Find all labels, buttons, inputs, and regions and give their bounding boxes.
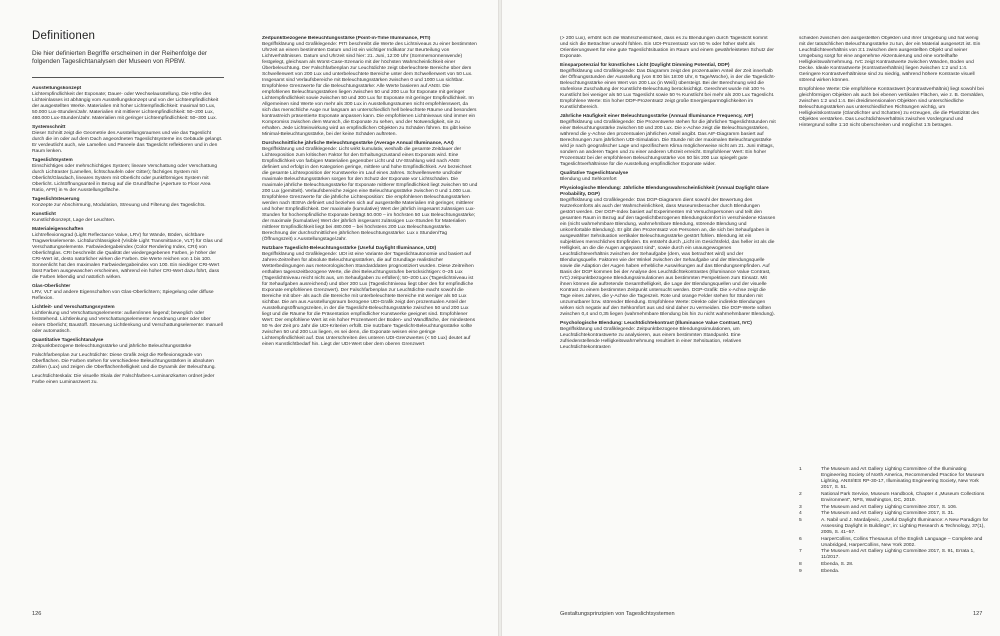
footnote-text: The Museum and Art Gallery Lighting Committee of the Illuminating Engineering Society of North America, Recommended Practice for Museum Lighting, ANSI/IES RP-30-17, Illuminating Engineering Society, New York 2017, S. 51. [821,467,985,491]
definition-entry [799,36,985,84]
definitions-column-2 [262,36,478,596]
footnote-text: HarperCollins, Collins Thesaurus of the English Language – Complete and Unabridged, HarperCollins, New York 2002. [821,536,983,548]
footnote [799,492,989,504]
definition-heading: Materialeigenschaften [32,227,84,232]
definition-text: Begriffsklärung und Grafiklegende: Zeitpunktbezogene Blendungssimulationen, um Leuchtdichtekontrastwerte zu analysieren, aus einem bestimmten Standpunkt. Eine zufriedenstellende Helligkeitswahrnehmung resultiert in einer Sehsituation, relativen Leuchtdichtekontrasten [560,327,742,350]
definition-text: (> 200 Lux), erhöht sich die Wahrscheinlichkeit, dass es zu Blendungen durch Tageslicht kommt und sich die Betrachter unwohl fühlen. Ein UDI-Prozentsatz von 50 % oder höher steht als Orientierungswert für eine gute Tageslichtsituation im Raum und einem gewährleisteten Schutz der Exponate. [560,36,774,59]
definition-entry [32,158,224,194]
definitions-column-4 [799,36,985,256]
definition-entry [262,246,478,348]
definition-heading: Qualitative Tageslichtanalyse [560,171,629,176]
footnote-number: 4 [799,511,802,517]
definition-heading: Durchschnittliche jährliche Beleuchtungsstärke (Average Annual Illuminance, AAI) [262,141,454,146]
footnote-number: 7 [799,549,802,555]
page-title: Definitionen [32,30,96,42]
definition-text: LRV, VLT und andere Eigenschaften von Glas-Oberlichtern; Spiegelung oder diffuse Reflexion. [32,290,214,301]
definition-heading: Physiologische Blendung: Jährliche Blendungswahrscheinlichkeit (Annual Daylight Glare Probability, DGP) [560,186,769,197]
definition-entry [560,36,776,60]
definition-heading: Kunstlicht [32,212,56,217]
definition-entry [560,186,776,318]
definition-text: Kunstlichtkonzept, Lage der Leuchten. [32,218,116,223]
definition-entry [32,86,224,122]
footnote-number: 2 [799,491,802,497]
definition-entry [262,36,478,138]
definition-text: Dieser Schnitt zeigt die Geometrie des Ausstellungsraumes und wie das Tageslicht durch die im oder auf dem Dach angeordneten Tageslichtsysteme ins Gebäude gelangt. Er verdeutlicht auch, wie Lamellen und Paneele das Tageslicht reflektieren und in den Raum lenken. [32,131,223,154]
page-number-right: 127 [973,611,983,617]
definition-entry [262,141,478,243]
footnote [799,511,989,517]
definition-heading: Jährliche Häufigkeit einer Beleuchtungsstärke (Annual Illuminance Frequency, AIF) [560,114,754,119]
definition-heading: Systemschnitt [32,125,66,130]
footnote [799,562,989,568]
footnote-number: 3 [799,504,802,510]
definition-entry [32,227,224,281]
divider [32,77,224,78]
definition-heading: Glas-Oberlichter [32,284,71,289]
right-page [502,0,1000,636]
footnote-number: 1 [799,467,802,472]
footnote-text: Ebenda, S. 28. [821,561,854,567]
definition-heading: Nutzbare Tageslicht-Beleuchtungsstärke (Useful Daylight Illuminance, UDI) [262,246,437,251]
definition-heading: Zeitpunktbezogene Beleuchtungsstärke (Point-in-Time Illuminance, PITI) [262,36,431,41]
definition-text: Zeitpunktbezogene Beleuchtungsstärke und jährliche Beleuchtungsstärke [32,344,192,349]
definition-text: Begriffsklärung und Grafiklegende: Licht wirkt kumulativ, weshalb die gesamte Zeitdauer der Lichtexposition zum kritischen Faktor für den Erhaltungszustand eines Exponats wird. Eine Empfindlichkeit von farbigen Materialien gegenüber Licht und UV-Strahlung wird nach ANSI definiert und erfolgt in den Kategorien geringe, mittlere und hohe Empfindlichkeit. AAI bezeichnet die gesamte Lichtexposition der Kunstwerke im Lauf eines Jahres. Schwellenwerte und/oder maximale Beleuchtungsstärken sorgen für den Schutz der Exponate vor Lichtschäden. Die maximale jährliche Beleuchtungsstärke für Exponate mittlerer Empfindlichkeit liegt zwischen 50 und 200 Lux (gemittelt). Verlaufsbereiche zeigen eine Beleuchtungsstärke zwischen 0 und 1.000 Lux. Empfohlene Grenzwerte für die jährliche Lichtexposition: Die empfohlenen Beleuchtungsstärken werden nach IESNA definiert und beziehen sich auf ausgestellte Materialien mit geringer, mittlerer und hoher Empfindlichkeit. Der maximale (kumulative) Wert der jährlich insgesamt zulässigen Lux-Stunden für hochempfindliche Exponate beträgt 50.000 – im höchsten 50 Lux Beleuchtungsstärke; der maximale (kumulative) Wert der jährlich insgesamt zulässigen Lux-Stunden für Materialien mittlerer Empfindlichkeit liegt bei 480.000 – bei höchstens 200 Lux Beleuchtungsstärke. Berechnung der durchschnittlichen jährlichen Beleuchtungsstärke: Lux x Stunden/Tag (Öffnungszeit) x Ausstellungstage/Jahr. [262,147,478,242]
definition-text: Blendung und Sehkomfort [560,177,617,182]
definition-text: Konzepte zur Abschirmung, Modulation, Streuung und Filterung des Tageslichts. [32,203,206,208]
definition-text: Einschichtiges oder mehrschichtiges System; lineare Verschattung oder Verschattung durch Lichtraster (Lamellen, lichtschaufeln oder Gitter); fächriges System mit Oberlicht/Glasdach, lineares System mit Oberlicht oder punktförmiges System mit Oberlicht. Lichtöffnungsanteil in Bezug auf die Grundfläche (Aperture to Floor Area Ratio, AFR) in % der Ausstellungsfläche. [32,164,218,193]
left-page [0,0,498,636]
definition-text: Begriffsklärung und Grafiklegende: UDI ist eine Variante der Tageslichtautonomie und basiert auf Jahres-Zeitreihen für absolute Beleuchtungsstärken, die auf Grundlage realistischer Wetterbedingungen aus meteorologischen Standarddaten prognostiziert wurden. Diese Zeitreihen enthalten tagesszeitbezogene Werte, die drei Beleuchtungsstufen berücksichtigen: 0–25 Lux (Tageslichtniveau reicht nicht aus, um Sehaufgaben zu erfüllen); 50–200 Lux (Tageslichtniveau ist für Sehaufgaben ausreichend) und über 200 Lux (Tageslichtniveau liegt über den für empfindliche Exponate empfohlenen Grenzwert). Der Falschfarbenplan zur Leuchtdichte macht sowohl die Bereiche mit über- als auch die Bereiche mit unterbeleuchtete Bereiche mit weniger als 50 Lux sichtbar. Die am aus Ausstellungsraum bezogene UDI-Grafik zeigt den prozentualen Anteil der Ausstellungsöffnungszeiten, in der die Tageslicht-Beleuchtungsstärke zwischen 50 und 200 Lux liegt und die Räume für die Präsentation empfindlicher Kunstwerke geeignet sind. Empfohlener Wert: Der empfohlene Wert ist ein hoher Prozentwert der Boden- und Wandfläche, der mindestens 50 % der Zeit pro Jahr die UDI-Kriterien erfüllt. Die nutzbare Tageslicht-Beleuchtungsstärke sollte zwischen 50 und 200 Lux liegen, es sei denn, die Exponate weisen eine geringe Lichtempfindlichkeit auf. Das Unterschreiten des unteren UDI-Grenzwertes (< 50 Lux) deutet auf einen Kunstlichtbedarf hin. Liegt der UDI-Wert über dem oberen Grenzwert [262,252,476,347]
footnote [799,549,989,561]
definition-entry [560,114,776,168]
definition-entry [799,87,985,129]
definition-heading: Einsparpotenzial für künstliches Licht (Daylight Dimming Potential, DDP) [560,63,730,68]
definition-heading: Tageslichtsystem [32,158,73,163]
definition-heading: Quantitative Tageslichtanalyse [32,338,104,343]
footnote [799,467,989,491]
definition-text: Lichtreflexionsgrad (Light Reflectance Value, LRV) für Wände, Böden, sichtbare Tragwerkselemente. Lichtdurchlässigkeit (Visible Light Transmittance, VLT) für Glas und Verschattungselemente. Farbwiedergabeindex (Color Rendering Index, CRI) von Oberlichtglas. CRI beschreibt die Qualität der wiedergegebenen Farben, je höher der CRI-Wert ist, desto natürlicher wirken die Farben. Die Werte reichen von 1 bis 100. Sonnenlicht hat den maximalen Farbwiedergabeindex von 100. Ein niedriger CRI-Wert lässt Farben ausgewaschen erscheinen, während ein hoher CRI-Wert dazu führt, dass die Farben lebendig und natürlich wirken. [32,233,223,280]
definition-entry [32,374,224,386]
footnote-text: The Museum and Art Gallery Lighting Committee 2017, S. 106. [821,504,958,510]
definitions-column-3 [560,36,776,596]
definition-entry [32,284,224,302]
definition-text: Begriffsklärung und Grafiklegende: Das DGP-Diagramm dient sowohl der Bewertung des Nutzerkomforts als auch der Wahrscheinlichkeit, dass Museumsbesucher durch Blendungen gestört werden. Der DGP-Index basiert auf Experimenten mit Versuchspersonen und teilt den gesamten Raum in Bezug auf den tageslichtbezogenen Blendungskomfort in verschiedene Klassen ein (nicht wahrnehmbare Blendung, wahrnehmbare Blendung, störende Blendung und unkomfortable Blendung). Er gibt den Prozentsatz von Personen an, die sich bei Sehaufgaben in ausgewählter Sehsituation vertikaler Beleuchtungsstärke gestört fühlen. Blendung ist ein subjektives menschliches Empfinden. Es entsteht durch „Licht im Gesichtsfeld, das heller ist als die Helligkeit, an die die Augen angepasst sind“, sowie durch ein unausgewogenes Leuchtdichteverhältnis zwischen der Sehaufgabe (dem, was betrachtet wird) und der Blendungsquelle. Faktoren wie der Winkel zwischen der Sehaufgabe und der Blendungsquelle sowie die Adaption der Augen haben erhebliche Auswirkungen auf das Blendungsempfinden. Auf Basis der DGP kommen bei der Analyse des Leuchtdichtekontrastes (Illuminance Value Contrast, IVC) zeitpunktbezogene Blendungssimulationen aus bestimmten Perspektiven zum Einsatz. Mit ihnen können die auftretende Gesamthelligkeit, die Lage der Blendungsquellen und der visuelle Kontrast zu einem bestimmten Zeitpunkt untersucht werden. DGP-Grafik: Die x-Achse zeigt die Tage eines Jahres, die y-Achse die Tageszeit. Rote und orange Felder stehen für Stunden mit unzumutbarer bzw. störender Blendung. Empfohlene Werte: Direkte oder indirekte Blendungen wirken sich negativ auf den Sehkomfort aus und sind daher zu vermeiden. Die DGP-Werte sollten zwischen 0,4 und 0,35 liegen (wahrnehmbare Blendung bis hin zu nicht wahrnehmbarer Blendung). [560,198,776,317]
definition-text: Begriffsklärung und Grafiklegende: Das Diagramm zeigt den prozentualen Anteil der Zeit innerhalb der Öffnungsstunden der Ausstellung (von 8:00 bis 18:00 Uhr, 6 Tage/Woche), in der die Tageslicht-Beleuchtungsstärke einen Wert von 200 Lux (in Weiß) übersteigt. Bei der Berechnung wird die stufenlose Zuschaltung der Kunstlicht-Beleuchtung berücksichtigt. Gerechnet wurde mit 100 % Kunstlicht bei weniger als 50 Lux Tageslicht sowie 50 % Kunstlicht bei mehr als 200 Lux Tageslicht. Empfohlene Werte: Ein hoher DDP-Prozentsatz zeigt große Energiesparmöglichkeiten im Kunstlichtbereich. [560,69,776,110]
definition-heading: Lichtleit- und Verschattungssystem [32,305,115,310]
footnotes [799,467,989,575]
definition-entry [560,171,776,183]
definition-entry [32,305,224,335]
definition-heading: Psychologische Blendung: Leuchtdichtekontrast (Illuminance Value Contrast, IVC) [560,321,752,326]
footnote [799,505,989,511]
definition-heading: Ausstellungskonzept [32,86,82,91]
definition-entry [560,321,776,351]
footnote-number: 8 [799,561,802,567]
definition-entry [32,212,224,224]
footnote [799,569,989,575]
footnote [799,537,989,549]
definition-text: Empfohlene Werte: Die empfohlene Kontrastwert (Kontrastverhältnis) liegt sowohl bei gleichförmigen Objekten als auch bei ebenen vertikalen Flächen, wie z. B. Gemälden, zwischen 1:2 und 1:4. Bei dreidimensionalen Objekten sind unterschiedliche Beleuchtungsstärken aus unterschiedlichen Richtungen wichtig, um Helligkeitskontraste (Glanzlichter und Schatten) zu erzeugen, die die Plastizität des Objektes verstärken. Das Leuchtdichteverhältnis zwischen Vordergrund und Hintergrund sollte 1:10 nicht überschreiten und möglichst 1:5 betragen. [799,87,985,128]
footnote-number: 9 [799,568,802,574]
footnote-number: 6 [799,536,802,542]
definition-entry [560,63,776,111]
definition-text: Begriffsklärung und Grafiklegende: PITI beschreibt die Werte des Lichtniveaus zu einer bestimmten Uhrzeit an einem bestimmten Datum und ist ein wichtiger Indikator zur Beurteilung von Lichtverhältnissen. Datum und Uhrzeit sind hier: 21. Juni, 12:00 Uhr (Sommersonnenwende) festgelegt, gleichsam als Worst-Case-Szenario mit der höchsten Wahrscheinlichkeit einer Überbeleuchtung. Der Falschfarbenplan zur Leuchtdichte zeigt überleuchtete Bereiche über dem Schwellenwert von 200 Lux und unterbeleuchtete Bereiche unter dem Schwellenwert von 50 Lux. Insgesamt sind Verlaufsbereiche mit Beleuchtungsstärken zwischen 0 und 1000 Lux sichtbar. Empfohlene Grenzwerte für die Beleuchtungsstärke: Alle Werte basieren auf ANSI. Die empfohlenen Beleuchtungsstärken liegen zwischen 50 und 200 Lux für Exponate mit geringer Lichtempfindlichkeit sowie zwischen 50 und 300 Lux für Exponate mit geringer Empfindlichkeit. Im Allgemeinen sind Werte von mehr als 300 Lux in Ausstellungsräumen nicht empfehlenswert, da sich das menschliche Auge nur langsam an unterschiedlich hell beleuchtete Räume und besonders kontrastreich präsentierte Exponate anpassen kann. Die empfohlenen Lichtniveaus sind immer ein Kompromiss zwischen dem Wunsch, die Exponate zu sehen, und der Notwendigkeit, sie zu erhalten. Jede Lichteinwirkung wird an empfindlichen Objekten zu Schäden führen. Es gibt keine Minimal-Beleuchtungsstärke, bei der keine Schäden auftreten. [262,42,477,137]
definition-entry [32,353,224,371]
footnote [799,518,989,536]
footnote-text: The Museum and Art Gallery Lighting Committee 2017, S. 91, Errata 1, 11/2017. [821,549,975,561]
intro-text: Die hier definierten Begriffe erscheinen in der Reihenfolge der folgenden Tageslichtanalysen der Museen von RPBW. [32,50,208,66]
definition-entry [32,197,224,209]
footnote-text: A. Nabil und J. Mardaljevic, „Useful Daylight Illuminance: A New Paradigm for Assessing Daylight in Buildings“, in: Lighting Research & Technology, 37(1), 2005, S. 41–57. [821,517,989,535]
definitions-column-1 [32,86,224,586]
running-head: Gestaltungsprinzipien von Tageslichtsystemen [560,611,675,617]
definition-text: Begriffsklärung und Grafiklegende: Die Prozentwerte stehen für die jährlichen Tageslichtstunden mit einer Beleuchtungsstärke zwischen 50 und 200 Lux. Die x-Achse zeigt die Beleuchtungsstärken, während die y-Achse den prozentualen jährlichen Anteil angibt. Das AIF-Diagramm basiert auf Berechnungen zum jährlichen UDI-Simulation. Die Stunde mit der maximalen Beleuchtungsstärke wird je nach geografischer Lage und spezifischem Klima möglicherweise nicht am 21. Juni mittags, sondern an anderen Tagen und zu einer anderen Uhrzeit erreicht. Empfohlener Wert: Ein hoher Prozentsatz bei der empfohlenen Beleuchtungsstärke von 50 bis 200 Lux spiegelt gute Tageslichtverhältnisse für die Ausstellung empfindlicher Exponate wider. [560,120,776,167]
definition-heading: Tageslichtsteuerung [32,197,80,202]
definition-text: Leuchtdichteskala: Die visuelle Skala der Falschfarben-Luminanzkarten ordnet jeder Farbe einen Luminanzwert zu. [32,374,215,385]
footnote-text: The Museum and Art Gallery Lighting Committee 2017, S. 31. [821,511,955,517]
definition-text: Lichtlenkung und Verschattungselemente: außen/innen liegend; beweglich oder feststehend. Lichtlenkung und Verschattungselemente: Anordnung unter oder über einem Oberlicht; Baustoff. Steuerung Lichtlenkung und Verschattungselemente: manuell oder automatisch. [32,311,223,334]
definition-text: schieden zwischen den ausgestellten Objekten und ihrer Umgebung und hat wenig mit der tatsächlichen Beleuchtungsstärke zu tun, der ein Material ausgesetzt ist. Ein Leuchtdichteverhältnis von 3:1 zwischen dem ausgestellten Objekt und seiner Umgebung sorgt für eine angenehme Akzentuierung und eine vorteilhafte Helligkeitswahrnehmung. IVC zeigt Kontrastwerte zwischen Wänden, Boden und Decke. Ideale Kontrastwerte (Kontrastverhältnis) liegen zwischen 1:2 und 1:4. Geringere Kontrastverhältnisse sind zu niedrig, während höhere Kontraste visuell störend wirken können. [799,36,981,83]
definition-entry [32,338,224,350]
footnote-text: Ebenda. [821,568,840,574]
definition-text: Falschfarbenplan zur Leuchtdichte: Diese Grafik zeigt die Reflexionsgrade von Oberflächen. Die Farben stehen für verschiedene Beleuchtungsstärken in absoluten Zahlen (Lux) und zeigen die Oberflächenhelligkeit und die Dynamik der Beleuchtung. [32,353,216,370]
definition-entry [32,125,224,155]
definition-text: Lichtempfindlichkeit der Exponate; Dauer- oder Wechselausstellung. Die Höhe des Lichteinlasses ist abhängig vom Ausstellungskonzept und von der Lichtempfindlichkeit der ausgestellten Werke. Materialien mit hoher Lichtempfindlichkeit: maximal 50 Lux, 50.000 Lux-Stunden/Jahr. Materialien mit mittlerer Lichtempfindlichkeit: 50–200 Lux, 480.000 Lux-Stunden/Jahr. Materialien mit geringer Lichtempfindlichkeit: 50–300 Lux. [32,92,219,121]
page-number-left: 126 [32,611,42,617]
footnote-text: National Park Service, Museum Handbook, Chapter 4 „Museum Collections Environment“, NPS, Washington, DC, 2019. [821,491,985,503]
footnote-number: 5 [799,517,802,523]
